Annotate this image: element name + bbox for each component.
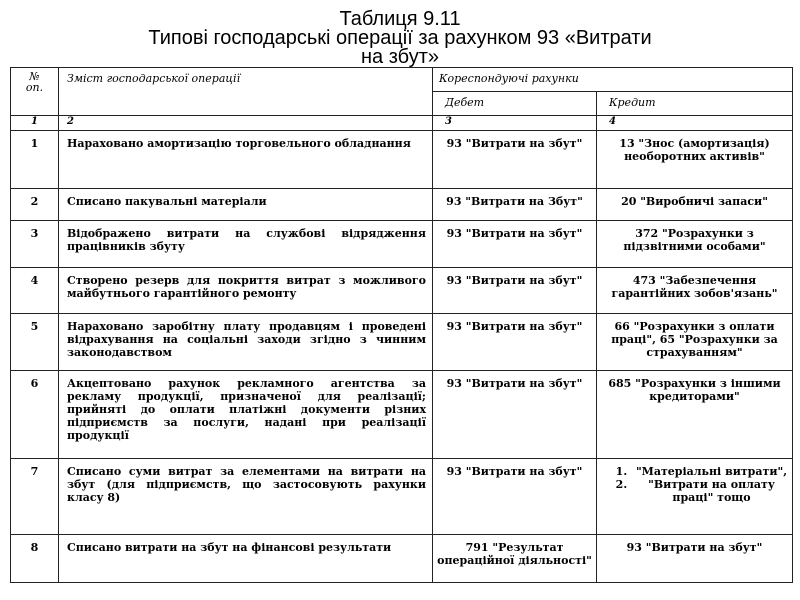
table-row bbox=[11, 371, 793, 459]
row-number: 7 bbox=[11, 459, 59, 535]
column-number-2: 2 bbox=[59, 116, 433, 131]
debit-account: 93 "Витрати на збут" bbox=[433, 314, 597, 371]
title-line-3: на збут» bbox=[361, 46, 439, 68]
title-line-2: Типові господарські операції за рахунком 93 «Витрати bbox=[148, 27, 652, 49]
table-row bbox=[11, 459, 793, 535]
column-number-4: 4 bbox=[597, 116, 793, 131]
header-number-line1: № bbox=[29, 70, 40, 83]
row-number: 2 bbox=[11, 189, 59, 221]
operation-text: Списано пакувальні матеріали bbox=[59, 189, 433, 221]
debit-account: 93 "Витрати на збут" bbox=[433, 221, 597, 268]
operation-text: Нараховано заробітну плату продавцям і проведені відрахування на соціальні заходи згідно з чинним законодавством bbox=[59, 314, 433, 371]
debit-account: 93 "Витрати на збут" bbox=[433, 371, 597, 459]
credit-account bbox=[597, 459, 793, 535]
debit-account: 791 "Результат операційної діяльності" bbox=[433, 535, 597, 583]
title-line-1: Таблиця 9.11 bbox=[339, 8, 461, 30]
operation-text: Нараховано амортизацію торговельного обладнання bbox=[59, 131, 433, 189]
operations-table bbox=[10, 67, 793, 583]
header-correspondence: Кореспондуючі рахунки bbox=[433, 68, 793, 92]
row-number: 1 bbox=[11, 131, 59, 189]
credit-account: 685 "Розрахунки з іншими кредиторами" bbox=[597, 371, 793, 459]
credit-list-item: 1. "Матеріальні витрати", bbox=[631, 465, 788, 478]
header-content: Зміст господарської операції bbox=[59, 68, 433, 116]
row-number: 5 bbox=[11, 314, 59, 371]
header-number-line2: оп. bbox=[25, 81, 44, 94]
credit-account: 93 "Витрати на збут" bbox=[597, 535, 793, 583]
operation-text: Відображено витрати на службові відрядження працівників збуту bbox=[59, 221, 433, 268]
credit-account: 372 "Розрахунки з підзвітними особами" bbox=[597, 221, 793, 268]
column-number-3: 3 bbox=[433, 116, 597, 131]
header-debit: Дебет bbox=[433, 92, 597, 116]
credit-account: 13 "Знос (амортизація) необоротних активів" bbox=[597, 131, 793, 189]
debit-account: 93 "Витрати на збут" bbox=[433, 459, 597, 535]
credit-list-item: 2. "Витрати на оплату праці" тощо bbox=[631, 478, 788, 504]
header-credit: Кредит bbox=[597, 92, 793, 116]
table-row bbox=[11, 189, 793, 221]
table-row bbox=[11, 268, 793, 314]
header-row-1 bbox=[11, 68, 793, 92]
credit-account-list bbox=[601, 465, 788, 504]
table-row bbox=[11, 535, 793, 583]
table-title bbox=[0, 10, 800, 67]
table-row bbox=[11, 314, 793, 371]
debit-account: 93 "Витрати на збут" bbox=[433, 268, 597, 314]
operation-text: Списано витрати на збут на фінансові результати bbox=[59, 535, 433, 583]
operation-text: Акцептовано рахунок рекламного агентства за рекламу продукції, призначеної для реалізації; прийняті до оплати платіжні документи різних підприємств за послуги, надані при реалізації продукції bbox=[59, 371, 433, 459]
header-number bbox=[11, 68, 59, 116]
column-number-row bbox=[11, 116, 793, 131]
table-row bbox=[11, 131, 793, 189]
row-number: 4 bbox=[11, 268, 59, 314]
operation-text: Створено резерв для покриття витрат з можливого майбутнього гарантійного ремонту bbox=[59, 268, 433, 314]
credit-account: 20 "Виробничі запаси" bbox=[597, 189, 793, 221]
credit-account: 66 "Розрахунки з оплати праці", 65 "Розрахунки за страхуванням" bbox=[597, 314, 793, 371]
debit-account: 93 "Витрати на збут" bbox=[433, 131, 597, 189]
table-row bbox=[11, 221, 793, 268]
row-number: 8 bbox=[11, 535, 59, 583]
operation-text: Списано суми витрат за елементами на витрати на збут (для підприємств, що застосовують рахунки класу 8) bbox=[59, 459, 433, 535]
row-number: 6 bbox=[11, 371, 59, 459]
column-number-1: 1 bbox=[11, 116, 59, 131]
credit-account: 473 "Забезпечення гарантійних зобов'язань" bbox=[597, 268, 793, 314]
debit-account: 93 "Витрати на Збут" bbox=[433, 189, 597, 221]
row-number: 3 bbox=[11, 221, 59, 268]
